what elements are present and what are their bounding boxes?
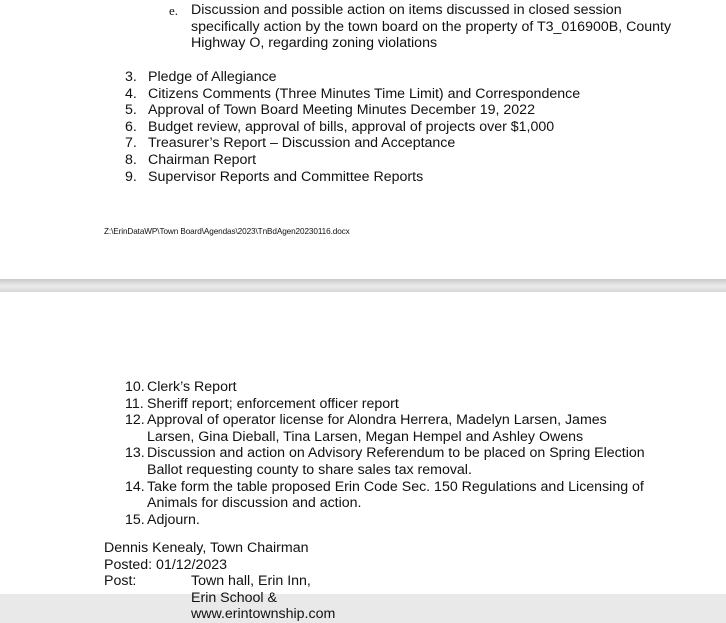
agenda-item-text: Chairman Report (148, 151, 257, 168)
agenda-item-number: 15. (125, 511, 145, 528)
signature-block (104, 540, 336, 623)
agenda-item-number: 7. (125, 135, 137, 152)
agenda-item-text: Budget review, approval of bills, approval of projects over $1,000 (148, 118, 555, 135)
agenda-item-number: 11. (125, 395, 144, 412)
agenda-item-6 (0, 119, 580, 136)
agenda-item-text: Take form the table proposed Erin Code Sec. 150 Regulations and Licensing of Animals for discussion and action. (147, 478, 644, 512)
agenda-item-number: 4. (125, 85, 137, 102)
agenda-item-5 (0, 102, 580, 119)
agenda-item-text: Pledge of Allegiance (148, 69, 277, 85)
agenda-item-text: Approval of operator license for Alondra Herrera, Madelyn Larsen, James Larsen, Gina Dieball, Tina Larsen, Megan Hempel and Ashley Owens (147, 412, 607, 445)
agenda-item-number: 9. (125, 168, 137, 185)
agenda-item-12 (0, 412, 647, 445)
document-page-1 (0, 0, 726, 279)
page-separator (0, 279, 726, 292)
document-file-path: Z:\ErinDataWP\Town Board\Agendas\2023\TnBdAgen20230116.docx (104, 227, 350, 236)
agenda-item-number: 10. (125, 379, 145, 395)
agenda-item-text: Clerk’s Report (147, 379, 237, 395)
sub-item-letter: e. (169, 3, 179, 18)
agenda-item-text: Sheriff report; enforcement officer report (147, 395, 399, 412)
post-label: Post: (104, 573, 137, 590)
agenda-item-8 (0, 152, 580, 169)
agenda-list-page-1 (0, 69, 580, 185)
agenda-item-text: Discussion and action on Advisory Referendum to be placed on Spring Election Ballot requesting county to share sales tax removal. (147, 445, 645, 478)
agenda-item-3 (0, 69, 580, 86)
agenda-item-text: Adjourn. (147, 511, 200, 528)
sub-item-text: Discussion and possible action on items discussed in closed session specifically action by the town board on the property of T3_016900B, County Highway O, regarding zoning violations (191, 2, 672, 52)
post-locations: Town hall, Erin Inn, Erin School & www.erintownship.com (191, 573, 336, 623)
agenda-item-11 (0, 396, 647, 413)
document-page-2 (0, 292, 726, 623)
agenda-item-9 (0, 169, 580, 186)
chairman-name: Dennis Kenealy, Town Chairman (104, 540, 309, 556)
agenda-item-text: Supervisor Reports and Committee Reports (148, 168, 424, 185)
agenda-item-number: 13. (125, 445, 145, 462)
post-locations-row (104, 573, 336, 623)
agenda-item-10 (0, 379, 647, 396)
agenda-item-4 (0, 86, 580, 103)
agenda-item-14 (0, 479, 647, 512)
agenda-item-text: Treasurer’s Report – Discussion and Acceptance (148, 135, 456, 152)
agenda-item-number: 5. (125, 102, 137, 119)
agenda-item-number: 3. (125, 69, 137, 85)
agenda-item-13 (0, 445, 647, 478)
posted-date: Posted: 01/12/2023 (104, 556, 228, 573)
agenda-item-number: 6. (125, 118, 137, 135)
agenda-item-text: Approval of Town Board Meeting Minutes December 19, 2022 (148, 102, 535, 119)
agenda-list-page-2 (0, 379, 647, 528)
agenda-item-text: Citizens Comments (Three Minutes Time Limit) and Correspondence (148, 85, 581, 102)
agenda-sub-item-e (169, 2, 689, 52)
agenda-item-number: 8. (125, 151, 137, 168)
agenda-item-15 (0, 512, 647, 529)
agenda-item-number: 14. (125, 478, 145, 495)
agenda-item-number: 12. (125, 412, 145, 429)
agenda-item-7 (0, 135, 580, 152)
